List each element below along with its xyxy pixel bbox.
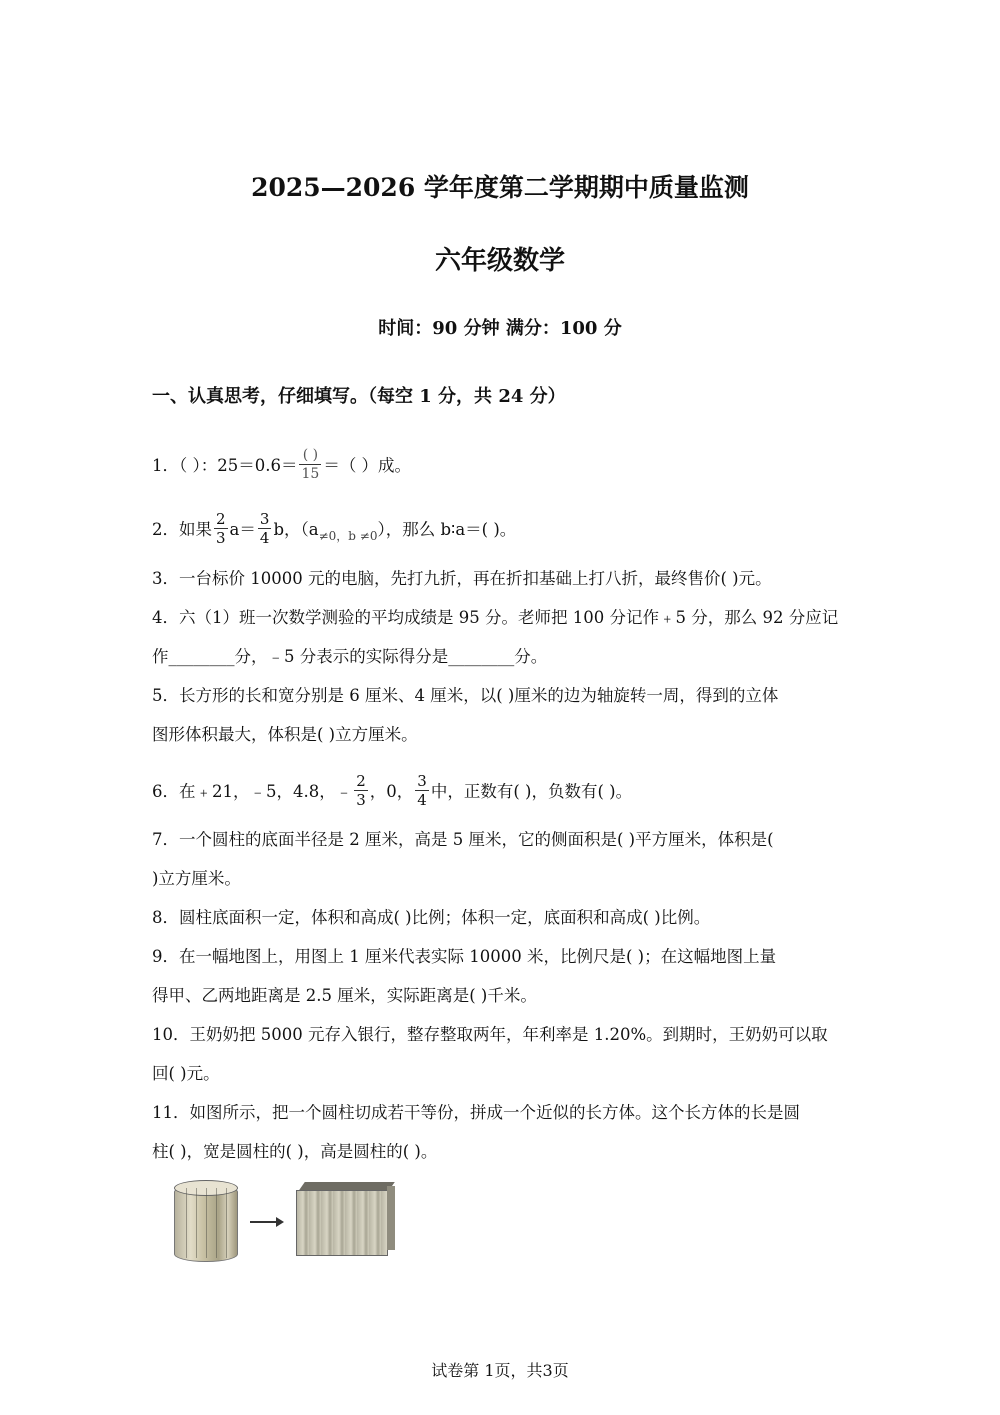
question-4-line-1: 4．六（1）班一次数学测验的平均成绩是 95 分。老师把 100 分记作﹢5 分，那么 92 分应记 (152, 608, 839, 627)
q2-f1-den: 3 (216, 529, 226, 547)
q1-fraction (299, 446, 321, 483)
question-2 (152, 512, 852, 549)
exam-subtitle: 六年级数学 (434, 246, 565, 276)
cylinder-cut-line (196, 1188, 197, 1258)
q1-fraction-num: ( ) (302, 447, 319, 463)
question-5-line-1: 5．长方形的长和宽分别是 6 厘米、4 厘米，以( )厘米的边为轴旋转一周，得到的立体 (152, 686, 779, 705)
q1-prefix: 1．（ ）：25＝0.6＝ (152, 456, 298, 475)
q6-fraction-1 (354, 772, 368, 809)
question-8: 8．圆柱底面积一定，体积和高成( )比例；体积一定，底面积和高成( )比例。 (152, 908, 711, 927)
question-1 (152, 448, 852, 485)
arrow-right-icon (250, 1221, 278, 1223)
page-footer: 试卷第 1页，共3页 (431, 1361, 569, 1380)
q6-mid: ，0， (369, 782, 414, 801)
q1-suffix: ＝（ ）成。 (323, 456, 412, 475)
question-11-line-1: 11．如图所示，把一个圆柱切成若干等份，拼成一个近似的长方体。这个长方体的长是圆 (152, 1103, 800, 1122)
question-9-line-1: 9．在一幅地图上，用图上 1 厘米代表实际 10000 米，比例尺是( )；在这幅地图上量 (152, 947, 777, 966)
question-7-line-2: )立方厘米。 (152, 869, 241, 888)
q2-suffix: ），那么 b∶a＝( )。 (377, 520, 517, 539)
cylinder-cut-line (186, 1188, 187, 1258)
q2-f2-num: 3 (259, 510, 270, 528)
question-3: 3．一台标价 10000 元的电脑，先打九折，再在折扣基础上打八折，最终售价( )元。 (152, 569, 772, 588)
q2-fraction-2 (258, 510, 272, 547)
cuboid-side (387, 1186, 395, 1250)
cylinder-cut-line (216, 1188, 217, 1258)
cuboid-top (299, 1182, 395, 1190)
q6-prefix: 6．在﹢21，﹣5，4.8，﹣ (152, 782, 353, 801)
cylinder-to-cuboid-figure (166, 1178, 396, 1263)
cuboid-image (296, 1190, 388, 1256)
cylinder-cut-line (206, 1188, 207, 1258)
q6-f2-den: 4 (417, 791, 427, 809)
question-10-line-1: 10．王奶奶把 5000 元存入银行，整存整取两年，年利率是 1.20%。到期时，王奶奶可以取 (152, 1025, 828, 1044)
question-7-line-1: 7．一个圆柱的底面半径是 2 厘米，高是 5 厘米，它的侧面积是( )平方厘米，体积是( (152, 830, 774, 849)
arrow-head-icon (276, 1217, 284, 1227)
q2-mid2: b，（a (273, 520, 319, 539)
q6-f1-den: 3 (356, 791, 366, 809)
exam-title: 2025—2026 学年度第二学期期中质量监测 (251, 173, 749, 202)
cylinder-cut-line (226, 1188, 227, 1258)
q6-f2-num: 3 (417, 772, 427, 790)
exam-info: 时间：90 分钟 满分：100 分 (378, 318, 622, 339)
section-heading: 一、认真思考，仔细填写。（每空 1 分，共 24 分） (152, 386, 566, 407)
q6-suffix: 中，正数有( )，负数有( )。 (430, 782, 633, 801)
question-6 (152, 774, 852, 811)
q2-f1-num: 2 (216, 510, 226, 528)
q2-prefix: 2．如果 (152, 520, 212, 539)
question-9-line-2: 得甲、乙两地距离是 2.5 厘米，实际距离是( )千米。 (152, 986, 537, 1005)
q6-fraction-2 (415, 772, 429, 809)
question-11-line-2: 柱( )，宽是圆柱的( )，高是圆柱的( )。 (152, 1142, 438, 1161)
q2-fraction-1 (214, 510, 228, 547)
question-4-line-2: 作________分，﹣5 分表示的实际得分是________分。 (152, 647, 548, 666)
q1-fraction-den: 15 (301, 466, 320, 482)
q2-condition: ≠0，b ≠0 (318, 529, 378, 543)
q6-f1-num: 2 (356, 772, 366, 790)
question-10-line-2: 回( )元。 (152, 1064, 220, 1083)
q2-mid1: a＝ (229, 520, 256, 539)
q2-f2-den: 4 (259, 529, 270, 547)
question-5-line-2: 图形体积最大，体积是( )立方厘米。 (152, 725, 418, 744)
